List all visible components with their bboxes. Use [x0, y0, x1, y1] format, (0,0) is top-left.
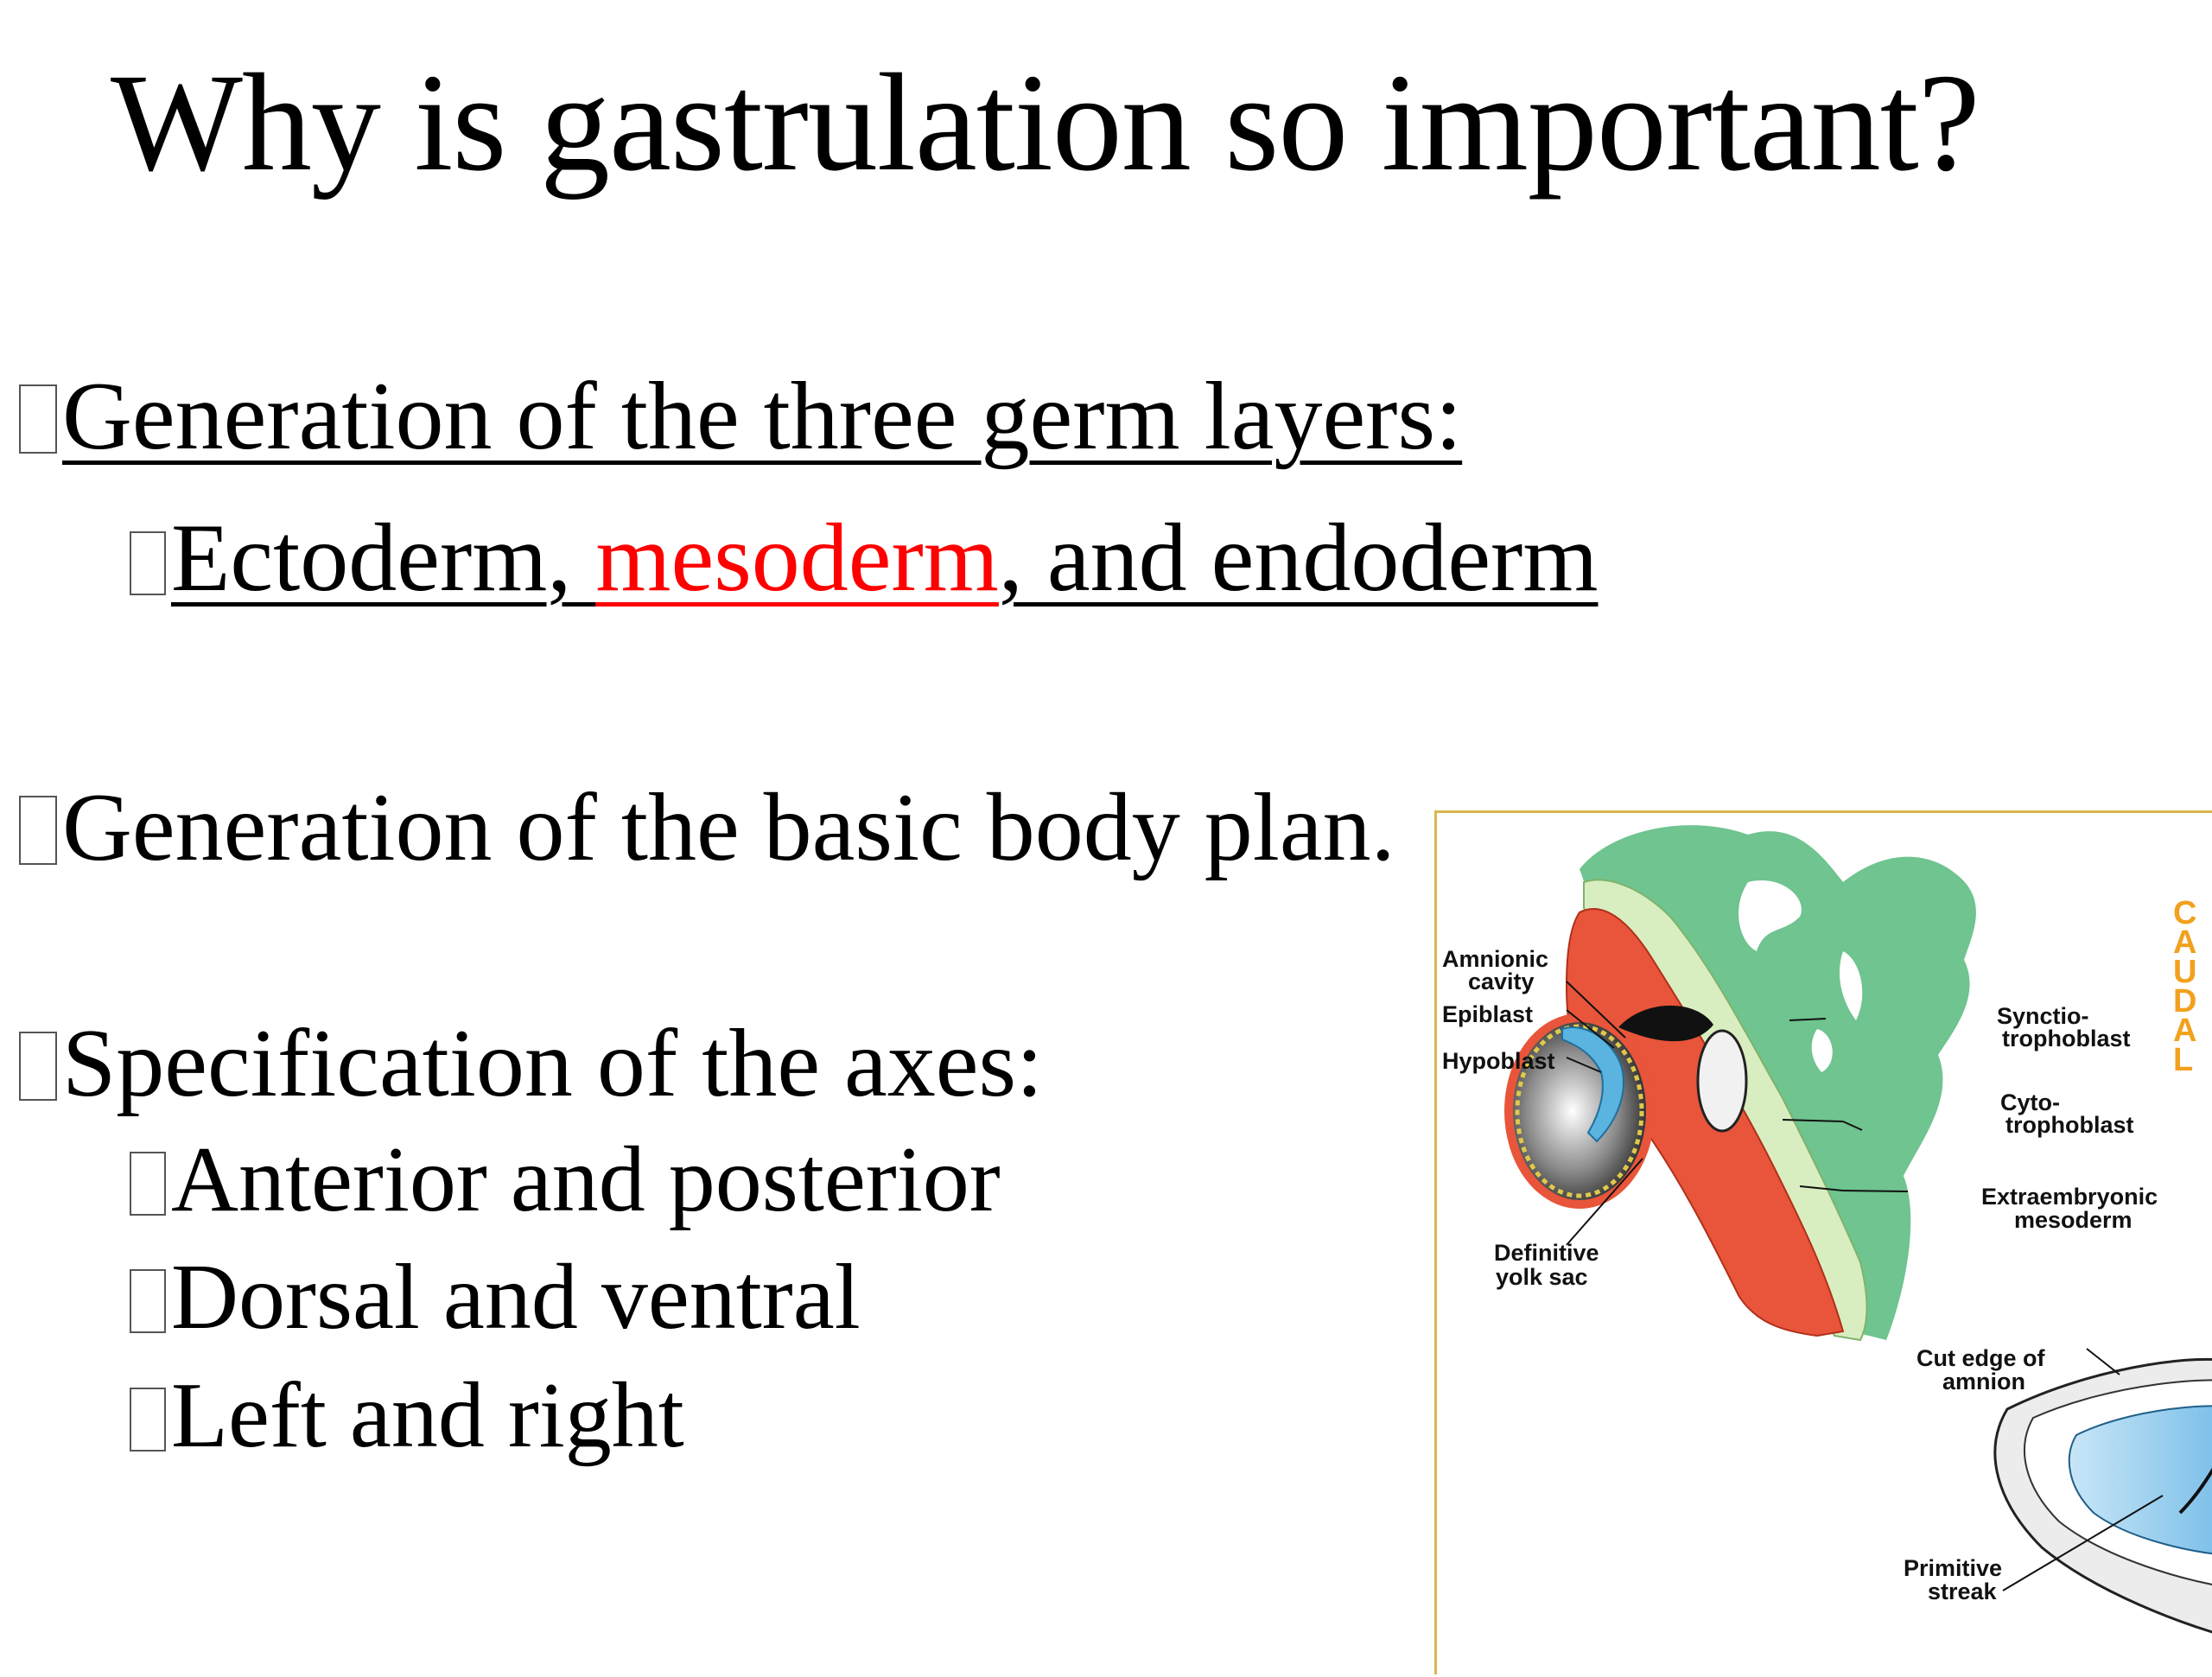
bullet-glyph	[19, 384, 57, 454]
bullet-glyph	[130, 1388, 166, 1451]
label-epiblast: Epiblast	[1442, 1001, 1534, 1027]
bullet-glyph	[19, 1032, 57, 1101]
label-trophoblast-synctio: trophoblast	[2002, 1026, 2131, 1051]
caudal-letter: D	[2173, 983, 2197, 1020]
bullet-text: Left and right	[171, 1364, 684, 1467]
bullet-text: Generation of the basic body plan.	[62, 774, 1395, 881]
sub-bullet-left-right	[130, 1364, 684, 1467]
embryo-diagram	[1434, 810, 2212, 1674]
label-amnionic: Amnionic	[1442, 946, 1549, 972]
label-hypoblast: Hypoblast	[1442, 1048, 1555, 1074]
label-amnion: amnion	[1942, 1369, 2026, 1394]
layers-prefix: Ectoderm,	[171, 505, 596, 612]
slide-title: Why is gastrulation so important?	[111, 46, 1980, 200]
bullet-body-plan	[19, 774, 1395, 881]
label-yolk-sac: yolk sac	[1496, 1264, 1588, 1290]
bullet-glyph	[130, 1269, 166, 1333]
embryo-illustration	[1437, 813, 2212, 1677]
label-streak: streak	[1928, 1579, 1997, 1604]
bullet-glyph	[130, 531, 166, 595]
caudal-letter: U	[2173, 954, 2197, 990]
label-cut-edge: Cut edge of	[1916, 1345, 2045, 1371]
mesoderm-highlight: mesoderm	[595, 505, 999, 612]
label-primitive: Primitive	[1904, 1555, 2003, 1581]
layers-suffix: , and endoderm	[998, 505, 1599, 612]
bullet-text: Specification of the axes:	[62, 1010, 1044, 1117]
label-cyto: Cyto-	[2000, 1089, 2060, 1115]
sub-bullet-anterior-posterior	[130, 1128, 1001, 1231]
bullet-glyph	[19, 796, 57, 865]
bullet-glyph	[130, 1152, 166, 1216]
bullet-text: Generation of the three germ layers:	[62, 363, 1463, 470]
sub-bullet-dorsal-ventral	[130, 1246, 861, 1349]
bullet-axes	[19, 1010, 1044, 1117]
caudal-letter: C	[2173, 895, 2197, 931]
caudal-letter: A	[2173, 924, 2197, 961]
bullet-text: Anterior and posterior	[171, 1128, 1001, 1231]
label-trophoblast-cyto: trophoblast	[2005, 1112, 2134, 1138]
label-mesoderm: mesoderm	[2014, 1207, 2133, 1233]
bullet-germ-layers	[19, 363, 1463, 470]
bullet-text: Dorsal and ventral	[171, 1246, 861, 1349]
caudal-letter: L	[2173, 1042, 2194, 1078]
sub-bullet-layers	[130, 505, 1599, 612]
caudal-letter: A	[2173, 1013, 2197, 1049]
label-extraembryonic: Extraembryonic	[1981, 1184, 2158, 1210]
label-definitive: Definitive	[1494, 1240, 1599, 1266]
label-cavity: cavity	[1468, 969, 1535, 994]
label-synctio: Synctio-	[1997, 1003, 2089, 1029]
